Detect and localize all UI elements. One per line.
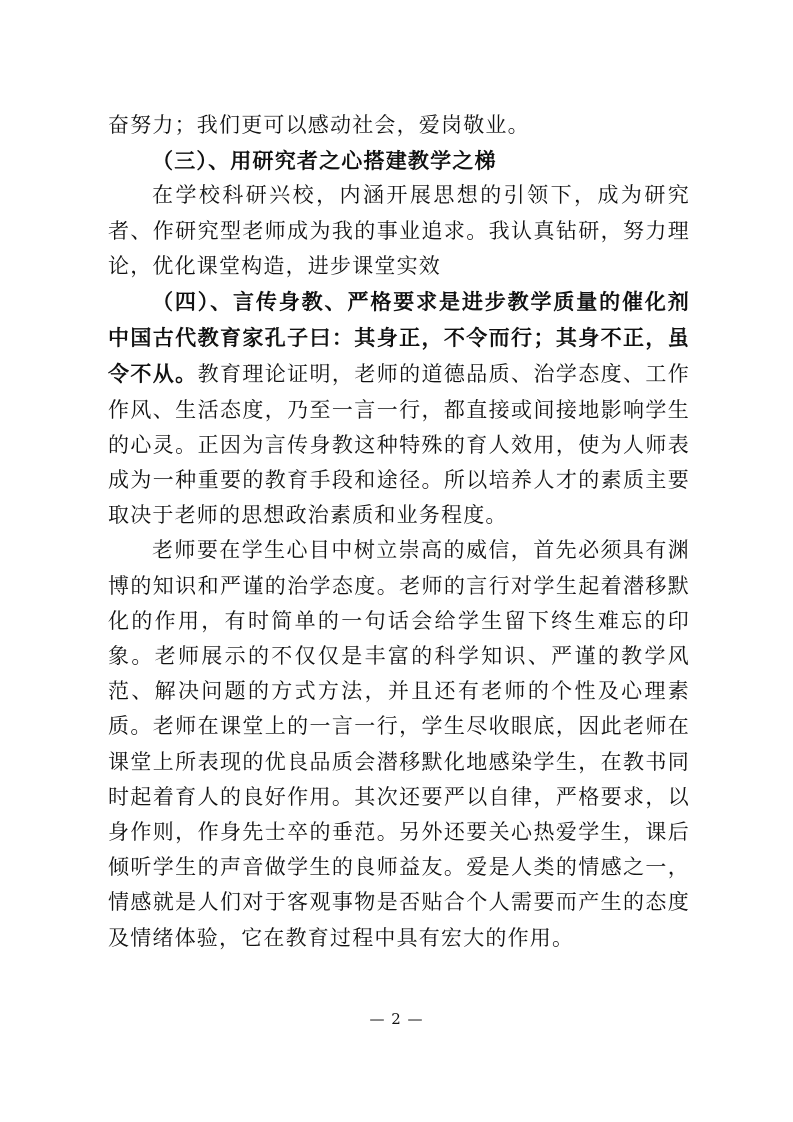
paragraph-teacher-prestige: 老师要在学生心目中树立崇高的威信，首先必须具有渊博的知识和严谨的治学态度。老师的言行对学生起着潜移默化的作用，有时简单的一句话会给学生留下终生难忘的印象。老师展示的不仅仅是丰富的科学知识、严谨的教学风范、解决问题的方式方法，并且还有老师的个性及心理素质。老师在课堂上的一言一行，学生尽收眼底，因此老师在课堂上所表现的优良品质会潜移默化地感染学生，在教书同时起着育人的良好作用。其次还要严以自律，严格要求，以身作则，作身先士卒的垂范。另外还要关心热爱学生，课后倾听学生的声音做学生的良师益友。爱是人类的情感之一，情感就是人们对于客观事物是否贴合个人需要而产生的态度及情绪体验，它在教育过程中具有宏大的作用。: [108, 538, 690, 950]
section-heading-3: （三）、用研究者之心搭建教学之梯: [152, 148, 497, 174]
page-number: — 2 —: [369, 1010, 424, 1028]
paragraph-research: 在学校科研兴校，内涵开展思想的引领下，成为研究者、作研究型老师成为我的事业追求。我认真钻研，努力理论，优化课堂构造，进步课堂实效: [108, 183, 690, 278]
paragraph-section-4-body: 教育理论证明，老师的道德品质、治学态度、工作作风、生活态度，乃至一言一行，都直接或间接地影响学生的心灵。正因为言传身教这种特殊的育人效用，使为人师表成为一种重要的教育手段和途径。所以培养人才的素质主要取决于老师的思想政治素质和业务程度。: [108, 362, 690, 528]
body-text: [108, 108, 690, 956]
paragraph-section-4: [108, 284, 690, 533]
paragraph-continuation: 奋努力；我们更可以感动社会，爱岗敬业。: [108, 113, 530, 137]
section-heading-4: （四）、言传身教、严格要求是进步教学质量的催化剂中国古代教育家孔子曰：其身正，不令而行；其身不正，虽令不从。: [108, 289, 690, 387]
